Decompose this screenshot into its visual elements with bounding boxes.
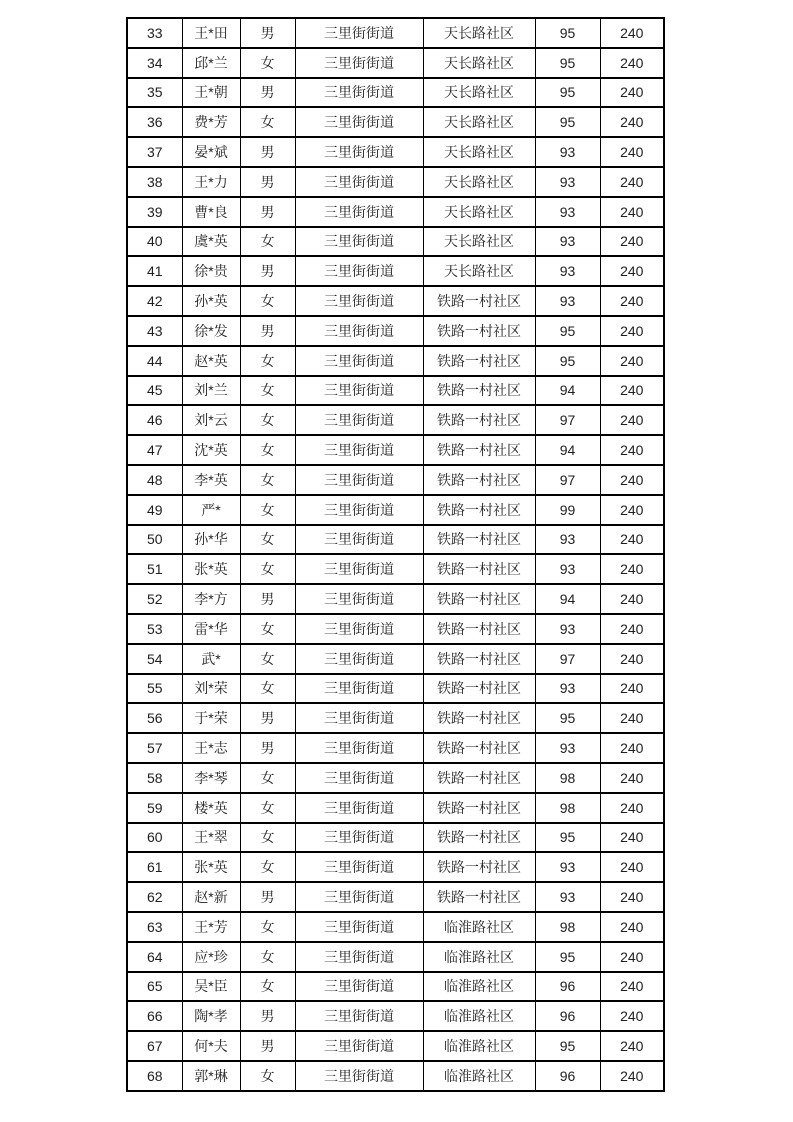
cell-name: 于*荣 <box>182 703 240 733</box>
cell-street: 三里街街道 <box>295 674 423 704</box>
cell-score: 99 <box>535 495 600 525</box>
cell-community: 铁路一村社区 <box>423 793 535 823</box>
cell-amount: 240 <box>600 495 664 525</box>
cell-name: 虞*英 <box>182 227 240 257</box>
cell-amount: 240 <box>600 316 664 346</box>
cell-gender: 女 <box>240 852 295 882</box>
cell-street: 三里街街道 <box>295 316 423 346</box>
cell-gender: 女 <box>240 346 295 376</box>
table-row <box>127 793 664 823</box>
cell-street: 三里街街道 <box>295 495 423 525</box>
table-row <box>127 823 664 853</box>
cell-street: 三里街街道 <box>295 525 423 555</box>
cell-name: 费*芳 <box>182 107 240 137</box>
table-row <box>127 405 664 435</box>
cell-number: 47 <box>127 435 182 465</box>
table-row <box>127 1061 664 1091</box>
cell-amount: 240 <box>600 197 664 227</box>
cell-name: 楼*英 <box>182 793 240 823</box>
cell-gender: 女 <box>240 495 295 525</box>
cell-community: 铁路一村社区 <box>423 405 535 435</box>
cell-number: 58 <box>127 763 182 793</box>
cell-amount: 240 <box>600 167 664 197</box>
cell-street: 三里街街道 <box>295 256 423 286</box>
cell-community: 临淮路社区 <box>423 1031 535 1061</box>
table-row <box>127 316 664 346</box>
cell-score: 96 <box>535 1061 600 1091</box>
cell-score: 93 <box>535 882 600 912</box>
cell-gender: 男 <box>240 584 295 614</box>
cell-name: 赵*新 <box>182 882 240 912</box>
table-row <box>127 435 664 465</box>
cell-score: 96 <box>535 1001 600 1031</box>
cell-community: 铁路一村社区 <box>423 644 535 674</box>
table-row <box>127 912 664 942</box>
cell-number: 59 <box>127 793 182 823</box>
cell-gender: 女 <box>240 435 295 465</box>
cell-name: 邱*兰 <box>182 48 240 78</box>
cell-amount: 240 <box>600 703 664 733</box>
cell-amount: 240 <box>600 18 664 48</box>
cell-amount: 240 <box>600 1001 664 1031</box>
cell-score: 95 <box>535 1031 600 1061</box>
cell-gender: 男 <box>240 882 295 912</box>
cell-name: 武* <box>182 644 240 674</box>
cell-street: 三里街街道 <box>295 18 423 48</box>
cell-number: 37 <box>127 137 182 167</box>
cell-community: 铁路一村社区 <box>423 614 535 644</box>
cell-name: 何*夫 <box>182 1031 240 1061</box>
cell-score: 95 <box>535 942 600 972</box>
cell-name: 孙*华 <box>182 525 240 555</box>
cell-score: 95 <box>535 703 600 733</box>
cell-amount: 240 <box>600 912 664 942</box>
cell-community: 临淮路社区 <box>423 942 535 972</box>
cell-number: 66 <box>127 1001 182 1031</box>
cell-score: 96 <box>535 972 600 1002</box>
table-row <box>127 674 664 704</box>
cell-number: 65 <box>127 972 182 1002</box>
table-row <box>127 18 664 48</box>
table-row <box>127 703 664 733</box>
cell-community: 铁路一村社区 <box>423 703 535 733</box>
table-row <box>127 614 664 644</box>
cell-gender: 女 <box>240 227 295 257</box>
cell-community: 铁路一村社区 <box>423 346 535 376</box>
cell-number: 33 <box>127 18 182 48</box>
cell-number: 51 <box>127 554 182 584</box>
cell-score: 93 <box>535 852 600 882</box>
cell-street: 三里街街道 <box>295 197 423 227</box>
cell-number: 48 <box>127 465 182 495</box>
cell-gender: 女 <box>240 554 295 584</box>
cell-community: 铁路一村社区 <box>423 823 535 853</box>
cell-community: 天长路社区 <box>423 137 535 167</box>
cell-amount: 240 <box>600 644 664 674</box>
cell-name: 张*英 <box>182 554 240 584</box>
cell-name: 张*英 <box>182 852 240 882</box>
table-row <box>127 78 664 108</box>
cell-street: 三里街街道 <box>295 793 423 823</box>
cell-community: 天长路社区 <box>423 107 535 137</box>
cell-name: 雷*华 <box>182 614 240 644</box>
table-row <box>127 852 664 882</box>
cell-community: 铁路一村社区 <box>423 674 535 704</box>
cell-number: 60 <box>127 823 182 853</box>
cell-number: 62 <box>127 882 182 912</box>
cell-community: 天长路社区 <box>423 18 535 48</box>
cell-street: 三里街街道 <box>295 554 423 584</box>
cell-gender: 男 <box>240 1031 295 1061</box>
cell-street: 三里街街道 <box>295 227 423 257</box>
cell-community: 天长路社区 <box>423 227 535 257</box>
cell-number: 36 <box>127 107 182 137</box>
cell-street: 三里街街道 <box>295 465 423 495</box>
table-row <box>127 644 664 674</box>
table-row <box>127 107 664 137</box>
cell-number: 54 <box>127 644 182 674</box>
cell-number: 64 <box>127 942 182 972</box>
cell-community: 铁路一村社区 <box>423 554 535 584</box>
cell-street: 三里街街道 <box>295 48 423 78</box>
cell-number: 39 <box>127 197 182 227</box>
cell-name: 刘*兰 <box>182 376 240 406</box>
cell-gender: 男 <box>240 256 295 286</box>
cell-gender: 男 <box>240 137 295 167</box>
cell-score: 95 <box>535 316 600 346</box>
cell-street: 三里街街道 <box>295 942 423 972</box>
cell-street: 三里街街道 <box>295 912 423 942</box>
cell-amount: 240 <box>600 733 664 763</box>
cell-gender: 女 <box>240 405 295 435</box>
cell-gender: 女 <box>240 912 295 942</box>
table-row <box>127 972 664 1002</box>
cell-community: 铁路一村社区 <box>423 495 535 525</box>
table-row <box>127 733 664 763</box>
table-row <box>127 584 664 614</box>
cell-score: 98 <box>535 793 600 823</box>
cell-amount: 240 <box>600 48 664 78</box>
cell-gender: 男 <box>240 18 295 48</box>
cell-score: 98 <box>535 763 600 793</box>
cell-amount: 240 <box>600 1061 664 1091</box>
cell-number: 52 <box>127 584 182 614</box>
table-row <box>127 554 664 584</box>
cell-score: 97 <box>535 644 600 674</box>
cell-amount: 240 <box>600 376 664 406</box>
cell-street: 三里街街道 <box>295 435 423 465</box>
cell-score: 94 <box>535 584 600 614</box>
cell-community: 天长路社区 <box>423 197 535 227</box>
cell-community: 铁路一村社区 <box>423 584 535 614</box>
cell-amount: 240 <box>600 78 664 108</box>
cell-number: 34 <box>127 48 182 78</box>
cell-gender: 男 <box>240 316 295 346</box>
cell-gender: 女 <box>240 793 295 823</box>
cell-number: 46 <box>127 405 182 435</box>
cell-street: 三里街街道 <box>295 1001 423 1031</box>
table-row <box>127 525 664 555</box>
cell-gender: 女 <box>240 525 295 555</box>
table-row <box>127 942 664 972</box>
cell-community: 天长路社区 <box>423 78 535 108</box>
cell-name: 王*志 <box>182 733 240 763</box>
table-body <box>127 18 664 1091</box>
table-row <box>127 346 664 376</box>
cell-number: 63 <box>127 912 182 942</box>
cell-name: 王*朝 <box>182 78 240 108</box>
cell-name: 刘*云 <box>182 405 240 435</box>
cell-gender: 女 <box>240 465 295 495</box>
cell-community: 临淮路社区 <box>423 912 535 942</box>
cell-gender: 女 <box>240 674 295 704</box>
cell-score: 97 <box>535 465 600 495</box>
cell-number: 56 <box>127 703 182 733</box>
cell-amount: 240 <box>600 525 664 555</box>
cell-street: 三里街街道 <box>295 763 423 793</box>
cell-community: 天长路社区 <box>423 256 535 286</box>
table-row <box>127 1001 664 1031</box>
cell-score: 95 <box>535 78 600 108</box>
cell-amount: 240 <box>600 972 664 1002</box>
cell-street: 三里街街道 <box>295 882 423 912</box>
cell-amount: 240 <box>600 256 664 286</box>
cell-name: 王*田 <box>182 18 240 48</box>
cell-number: 61 <box>127 852 182 882</box>
table-row <box>127 197 664 227</box>
cell-gender: 女 <box>240 1061 295 1091</box>
cell-gender: 女 <box>240 644 295 674</box>
cell-community: 铁路一村社区 <box>423 733 535 763</box>
cell-street: 三里街街道 <box>295 733 423 763</box>
cell-number: 53 <box>127 614 182 644</box>
cell-street: 三里街街道 <box>295 107 423 137</box>
cell-street: 三里街街道 <box>295 167 423 197</box>
cell-name: 王*芳 <box>182 912 240 942</box>
table-row <box>127 495 664 525</box>
cell-street: 三里街街道 <box>295 614 423 644</box>
cell-street: 三里街街道 <box>295 1061 423 1091</box>
cell-name: 李*英 <box>182 465 240 495</box>
table-row <box>127 465 664 495</box>
cell-community: 铁路一村社区 <box>423 525 535 555</box>
cell-score: 97 <box>535 405 600 435</box>
cell-gender: 男 <box>240 1001 295 1031</box>
cell-street: 三里街街道 <box>295 405 423 435</box>
cell-community: 临淮路社区 <box>423 1061 535 1091</box>
cell-score: 94 <box>535 435 600 465</box>
cell-number: 67 <box>127 1031 182 1061</box>
table-row <box>127 137 664 167</box>
cell-number: 42 <box>127 286 182 316</box>
cell-score: 93 <box>535 137 600 167</box>
cell-number: 40 <box>127 227 182 257</box>
cell-community: 临淮路社区 <box>423 1001 535 1031</box>
cell-amount: 240 <box>600 852 664 882</box>
cell-gender: 男 <box>240 197 295 227</box>
table-row <box>127 286 664 316</box>
cell-community: 天长路社区 <box>423 48 535 78</box>
cell-gender: 女 <box>240 972 295 1002</box>
cell-name: 王*力 <box>182 167 240 197</box>
cell-number: 49 <box>127 495 182 525</box>
cell-gender: 男 <box>240 167 295 197</box>
cell-number: 38 <box>127 167 182 197</box>
cell-number: 57 <box>127 733 182 763</box>
cell-gender: 男 <box>240 703 295 733</box>
cell-name: 王*翠 <box>182 823 240 853</box>
cell-score: 93 <box>535 733 600 763</box>
cell-amount: 240 <box>600 763 664 793</box>
cell-name: 应*珍 <box>182 942 240 972</box>
cell-community: 铁路一村社区 <box>423 852 535 882</box>
cell-community: 铁路一村社区 <box>423 882 535 912</box>
cell-score: 95 <box>535 107 600 137</box>
cell-amount: 240 <box>600 1031 664 1061</box>
table-row <box>127 763 664 793</box>
cell-community: 铁路一村社区 <box>423 435 535 465</box>
table-row <box>127 256 664 286</box>
cell-score: 94 <box>535 376 600 406</box>
cell-gender: 男 <box>240 78 295 108</box>
cell-score: 93 <box>535 197 600 227</box>
table-row <box>127 48 664 78</box>
cell-street: 三里街街道 <box>295 972 423 1002</box>
cell-gender: 女 <box>240 376 295 406</box>
table-row <box>127 1031 664 1061</box>
cell-street: 三里街街道 <box>295 78 423 108</box>
cell-score: 93 <box>535 554 600 584</box>
cell-score: 95 <box>535 18 600 48</box>
cell-amount: 240 <box>600 346 664 376</box>
cell-name: 孙*英 <box>182 286 240 316</box>
cell-score: 93 <box>535 167 600 197</box>
cell-gender: 女 <box>240 823 295 853</box>
cell-amount: 240 <box>600 137 664 167</box>
cell-number: 35 <box>127 78 182 108</box>
cell-street: 三里街街道 <box>295 346 423 376</box>
cell-score: 95 <box>535 48 600 78</box>
cell-number: 55 <box>127 674 182 704</box>
cell-street: 三里街街道 <box>295 286 423 316</box>
cell-gender: 女 <box>240 107 295 137</box>
cell-score: 95 <box>535 346 600 376</box>
cell-amount: 240 <box>600 107 664 137</box>
cell-gender: 女 <box>240 614 295 644</box>
cell-name: 刘*荣 <box>182 674 240 704</box>
cell-number: 68 <box>127 1061 182 1091</box>
cell-street: 三里街街道 <box>295 584 423 614</box>
cell-score: 98 <box>535 912 600 942</box>
cell-name: 徐*发 <box>182 316 240 346</box>
cell-community: 临淮路社区 <box>423 972 535 1002</box>
cell-score: 93 <box>535 286 600 316</box>
cell-amount: 240 <box>600 823 664 853</box>
cell-name: 晏*斌 <box>182 137 240 167</box>
cell-street: 三里街街道 <box>295 644 423 674</box>
table-row <box>127 376 664 406</box>
beneficiary-table <box>126 17 665 1092</box>
cell-gender: 女 <box>240 48 295 78</box>
cell-street: 三里街街道 <box>295 1031 423 1061</box>
cell-amount: 240 <box>600 465 664 495</box>
cell-amount: 240 <box>600 286 664 316</box>
cell-number: 45 <box>127 376 182 406</box>
cell-amount: 240 <box>600 942 664 972</box>
cell-street: 三里街街道 <box>295 852 423 882</box>
cell-amount: 240 <box>600 405 664 435</box>
cell-name: 吴*臣 <box>182 972 240 1002</box>
cell-name: 李*琴 <box>182 763 240 793</box>
cell-score: 93 <box>535 614 600 644</box>
cell-name: 徐*贵 <box>182 256 240 286</box>
cell-community: 铁路一村社区 <box>423 316 535 346</box>
cell-score: 93 <box>535 227 600 257</box>
cell-gender: 男 <box>240 733 295 763</box>
cell-gender: 女 <box>240 942 295 972</box>
table-row <box>127 882 664 912</box>
cell-name: 李*方 <box>182 584 240 614</box>
cell-name: 曹*良 <box>182 197 240 227</box>
cell-street: 三里街街道 <box>295 376 423 406</box>
cell-name: 严* <box>182 495 240 525</box>
cell-gender: 女 <box>240 763 295 793</box>
cell-score: 93 <box>535 256 600 286</box>
cell-gender: 女 <box>240 286 295 316</box>
cell-community: 铁路一村社区 <box>423 763 535 793</box>
cell-amount: 240 <box>600 614 664 644</box>
cell-name: 沈*英 <box>182 435 240 465</box>
cell-name: 赵*英 <box>182 346 240 376</box>
cell-name: 陶*孝 <box>182 1001 240 1031</box>
cell-amount: 240 <box>600 793 664 823</box>
cell-score: 95 <box>535 823 600 853</box>
cell-amount: 240 <box>600 584 664 614</box>
cell-number: 50 <box>127 525 182 555</box>
cell-community: 铁路一村社区 <box>423 465 535 495</box>
cell-amount: 240 <box>600 882 664 912</box>
cell-street: 三里街街道 <box>295 823 423 853</box>
cell-amount: 240 <box>600 227 664 257</box>
cell-score: 93 <box>535 674 600 704</box>
cell-community: 铁路一村社区 <box>423 376 535 406</box>
cell-community: 铁路一村社区 <box>423 286 535 316</box>
table-row <box>127 167 664 197</box>
cell-amount: 240 <box>600 554 664 584</box>
cell-street: 三里街街道 <box>295 137 423 167</box>
table-row <box>127 227 664 257</box>
cell-street: 三里街街道 <box>295 703 423 733</box>
cell-number: 44 <box>127 346 182 376</box>
cell-score: 93 <box>535 525 600 555</box>
cell-number: 41 <box>127 256 182 286</box>
cell-number: 43 <box>127 316 182 346</box>
cell-amount: 240 <box>600 674 664 704</box>
cell-amount: 240 <box>600 435 664 465</box>
cell-name: 郭*琳 <box>182 1061 240 1091</box>
cell-community: 天长路社区 <box>423 167 535 197</box>
